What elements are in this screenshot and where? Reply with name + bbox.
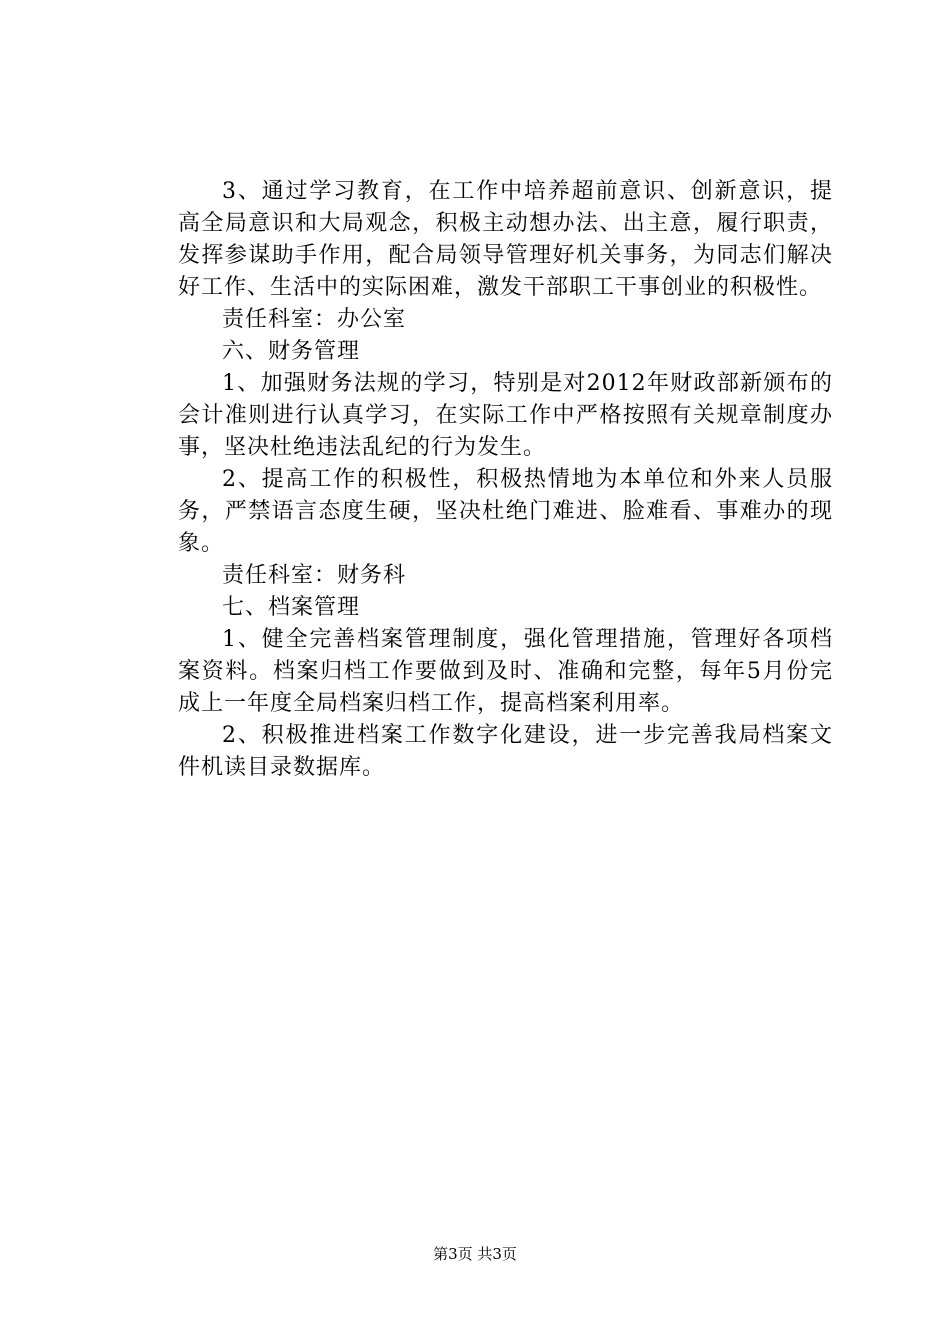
section-heading-archives: 七、档案管理 xyxy=(222,595,361,620)
document-body xyxy=(178,176,833,784)
paragraph-item-3: 3、通过学习教育，在工作中培养超前意识、创新意识，提高全局意识和大局观念，积极主动想办法、出主意，履行职责，发挥参谋助手作用，配合局领导管理好机关事务，为同志们解决好工作、生活中的实际困难，激发干部职工干事创业的积极性。 xyxy=(178,179,833,300)
paragraph-archives-2: 2、积极推进档案工作数字化建设，进一步完善我局档案文件机读目录数据库。 xyxy=(178,723,833,780)
section-heading-finance: 六、财务管理 xyxy=(222,339,361,364)
responsible-office-line: 责任科室：办公室 xyxy=(222,307,407,332)
page-footer: 第3页 共3页 xyxy=(433,1245,517,1263)
paragraph-finance-2: 2、提高工作的积极性，积极热情地为本单位和外来人员服务，严禁语言态度生硬，坚决杜绝门难进、脸难看、事难办的现象。 xyxy=(178,467,833,556)
paragraph-archives-1: 1、健全完善档案管理制度，强化管理措施，管理好各项档案资料。档案归档工作要做到及时、准确和完整，每年5月份完成上一年度全局档案归档工作，提高档案利用率。 xyxy=(178,627,833,716)
responsible-office-line: 责任科室：财务科 xyxy=(222,563,407,588)
paragraph-finance-1: 1、加强财务法规的学习，特别是对2012年财政部新颁布的会计准则进行认真学习，在实际工作中严格按照有关规章制度办事，坚决杜绝违法乱纪的行为发生。 xyxy=(178,371,833,460)
